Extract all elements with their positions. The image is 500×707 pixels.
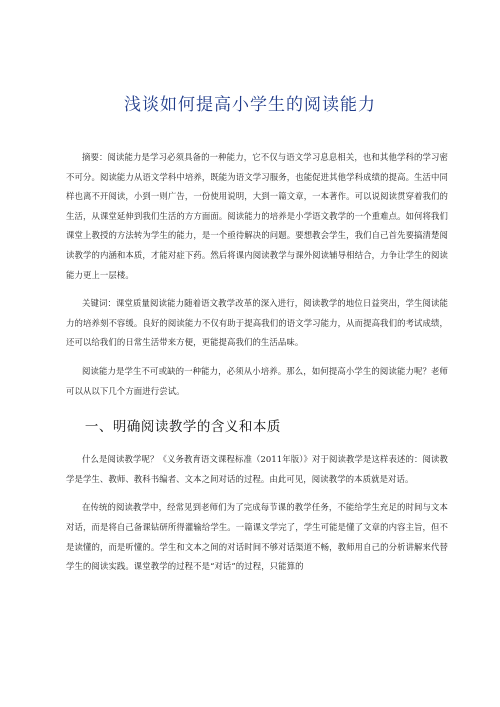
keywords-paragraph: 关键词：课堂质量阅读能力随着语文教学改革的深入进行，阅读教学的地位日益突出，学生阅读能力的培养刻不容缓。良好的阅读能力不仅有助于提高我们的语文学习能力，从而提高我们的考试成绩，还可以给我们的日常生活带来方便，更能提高我们的生活品味。 (66, 298, 448, 348)
abstract-paragraph: 摘要：阅读能力是学习必须具备的一种能力，它不仅与语文学习息息相关，也和其他学科的学习密不可分。阅读能力从语文学科中培养，既能为语文学习服务，也能促进其他学科成绩的提高。生活中同样也离不开阅读，小到一则广告，一份使用说明，大到一篇文章，一本著作。可以说阅读贯穿着我们的生活，从课堂延伸到我们生活的方方面面。阅读能力的培养是小学语文教学的一个重难点。如何将我们课堂上教授的方法转为学生的能力，是一个亟待解决的问题。要想教会学生，我们自己首先要搞清楚阅读教学的内涵和本质，才能对症下药。然后将课内阅读教学与课外阅读辅导相结合，力争让学生的阅读能力更上一层楼。 (66, 152, 448, 280)
document-title: 浅谈如何提高小学生的阅读能力 (124, 95, 376, 115)
section-heading: 一、明确阅读教学的含义和本质 (84, 419, 281, 436)
document-body (66, 148, 448, 577)
intro-paragraph: 阅读能力是学生不可或缺的一种能力，必须从小培养。那么，如何提高小学生的阅读能力呢？老师可以从以下几个方面进行尝试。 (66, 365, 448, 396)
section-paragraph: 在传统的阅读教学中，经常见到老师们为了完成每节课的教学任务，不能给学生充足的时间与文本对话，而是将自己备课钻研所得灌输给学生。一篇课文学完了，学生可能是懂了文章的内容主旨，但不是读懂的，而是听懂的。学生和文本之间的对话时间不够对话渠道不畅，教师用自己的分析讲解来代替学生的阅读实践。课堂教学的过程不是“对话”的过程，只能算的 (66, 502, 448, 572)
section-paragraph: 什么是阅读教学呢？《义务教育语文课程标准（2011年版）》对于阅读教学是这样表述的：阅读教学是学生、教师、教科书编者、文本之间对话的过程。由此可见，阅读教学的本质就是对话。 (66, 454, 448, 484)
